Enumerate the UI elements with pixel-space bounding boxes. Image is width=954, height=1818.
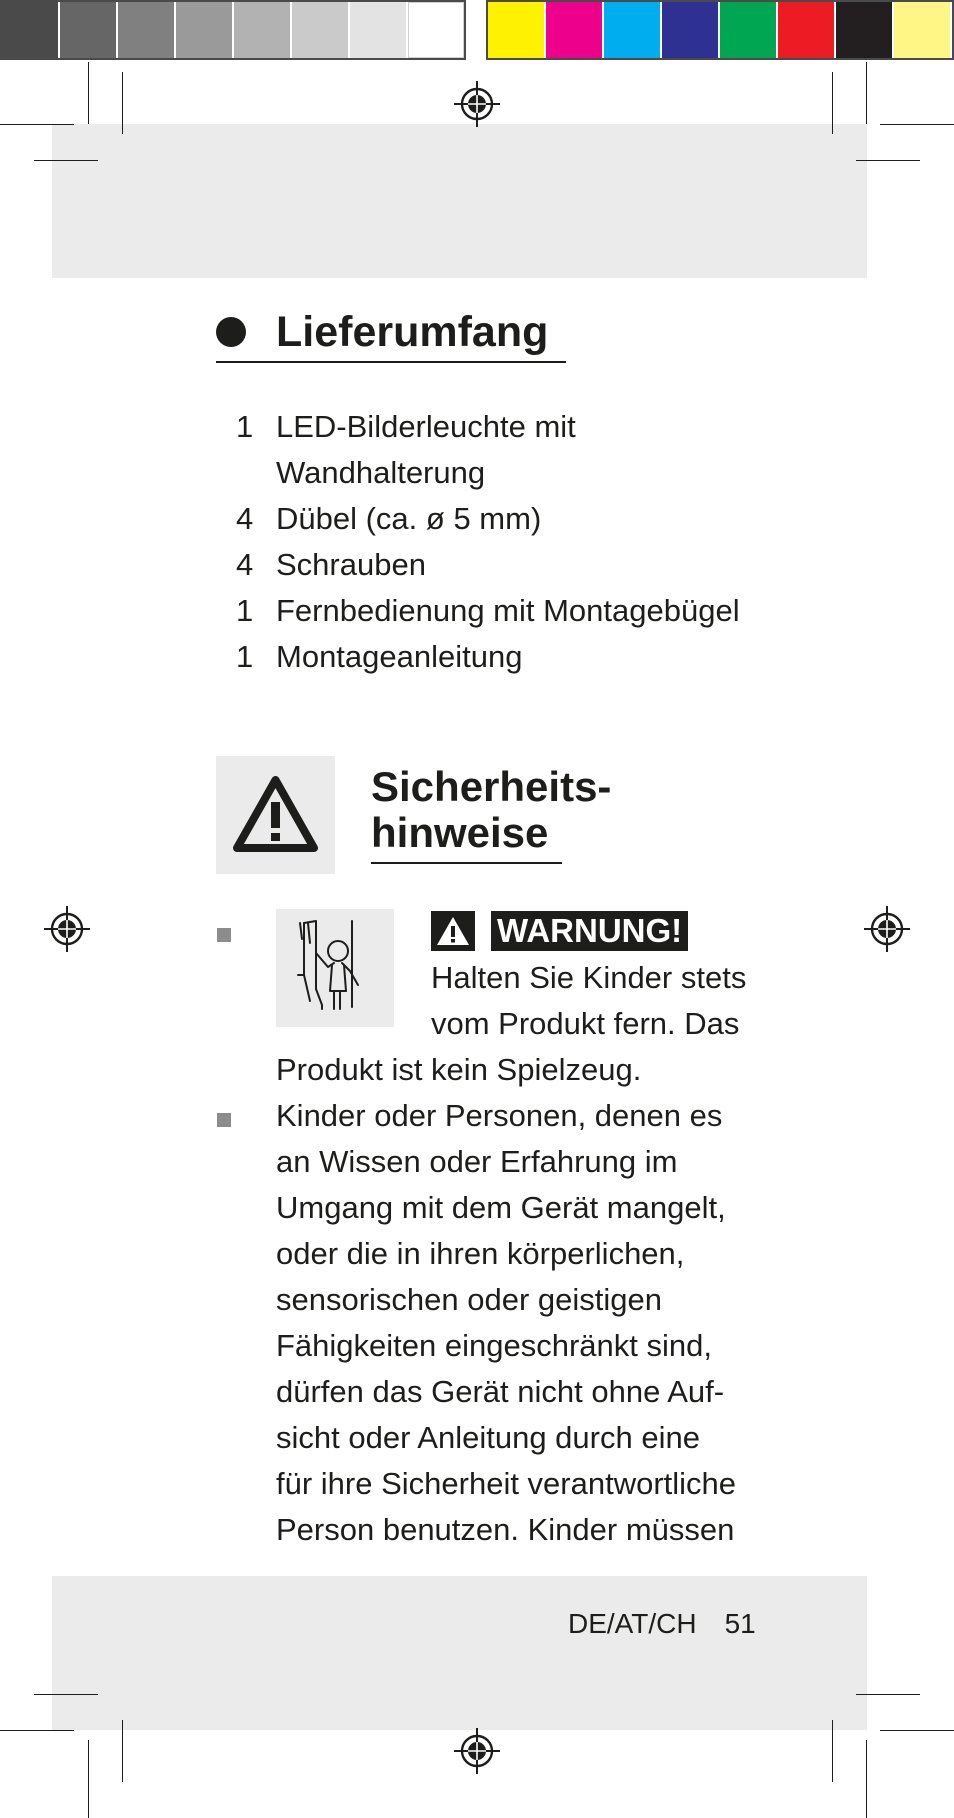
item-text: Schrauben <box>276 547 426 582</box>
color-calibration-bar <box>0 0 954 62</box>
bullet-dot-icon <box>216 317 246 347</box>
delivery-title: Lieferumfang <box>276 308 549 356</box>
paragraph-line: Umgang mit dem Gerät mangelt, <box>276 1190 726 1225</box>
page-footer <box>568 1604 756 1644</box>
list-item <box>236 496 542 542</box>
warning-triangle-icon <box>431 911 475 951</box>
heading-underline <box>216 361 566 363</box>
list-item <box>236 404 576 450</box>
registration-mark-icon <box>452 1726 502 1776</box>
warning-text-line: Produkt ist kein Spielzeug. <box>276 1052 642 1087</box>
registration-mark-icon <box>452 79 502 129</box>
registration-mark-icon <box>42 904 92 954</box>
warning-triangle-icon <box>216 756 335 874</box>
safety-title-line2: hinweise <box>371 809 549 856</box>
list-item <box>236 588 740 634</box>
item-qty: 4 <box>236 501 254 536</box>
paragraph-line: an Wissen oder Erfahrung im <box>276 1144 678 1179</box>
list-item <box>236 634 523 680</box>
item-text: Dübel (ca. ø 5 mm) <box>276 501 542 536</box>
item-text: Wandhalterung <box>276 455 486 490</box>
child-hazard-icon <box>276 909 394 1027</box>
warning-text-line: Halten Sie Kinder stets <box>431 960 747 995</box>
swatch-frame <box>0 0 466 60</box>
paragraph-line: sicht oder Anleitung durch eine <box>276 1420 700 1455</box>
square-bullet <box>217 1113 231 1127</box>
warning-text-line: vom Produkt fern. Das <box>431 1006 740 1041</box>
registration-mark-icon <box>862 904 912 954</box>
page-number: 51 <box>724 1608 756 1639</box>
item-qty: 1 <box>236 593 254 628</box>
footer-band <box>52 1576 867 1730</box>
paragraph-line: Kinder oder Personen, denen es <box>276 1098 723 1133</box>
item-text: Montageanleitung <box>276 639 523 674</box>
paragraph-line: Person benutzen. Kinder müssen <box>276 1512 735 1547</box>
paragraph-line: sensorischen oder geistigen <box>276 1282 663 1317</box>
heading-underline <box>371 862 562 864</box>
paragraph-line: oder die in ihren körperlichen, <box>276 1236 685 1271</box>
item-qty: 1 <box>236 409 254 444</box>
item-qty: 1 <box>236 639 254 674</box>
warning-label: WARNUNG! <box>491 911 688 951</box>
safety-heading <box>371 764 611 856</box>
paragraph-line: dürfen das Gerät nicht ohne Auf- <box>276 1374 725 1409</box>
list-item-continued <box>236 450 486 496</box>
list-item <box>236 542 426 588</box>
item-qty: 4 <box>236 547 254 582</box>
item-text: Fernbedienung mit Montagebügel <box>276 593 740 628</box>
footer-region: DE/AT/CH <box>568 1608 697 1639</box>
header-band <box>52 124 867 278</box>
paragraph-line: Fähigkeiten eingeschränkt sind, <box>276 1328 712 1363</box>
square-bullet <box>217 928 231 942</box>
swatch-frame <box>486 0 954 60</box>
safety-title-line1: Sicherheits- <box>371 763 612 810</box>
paragraph-line: für ihre Sicherheit verantwortliche <box>276 1466 737 1501</box>
item-text: LED-Bilderleuchte mit <box>276 409 576 444</box>
